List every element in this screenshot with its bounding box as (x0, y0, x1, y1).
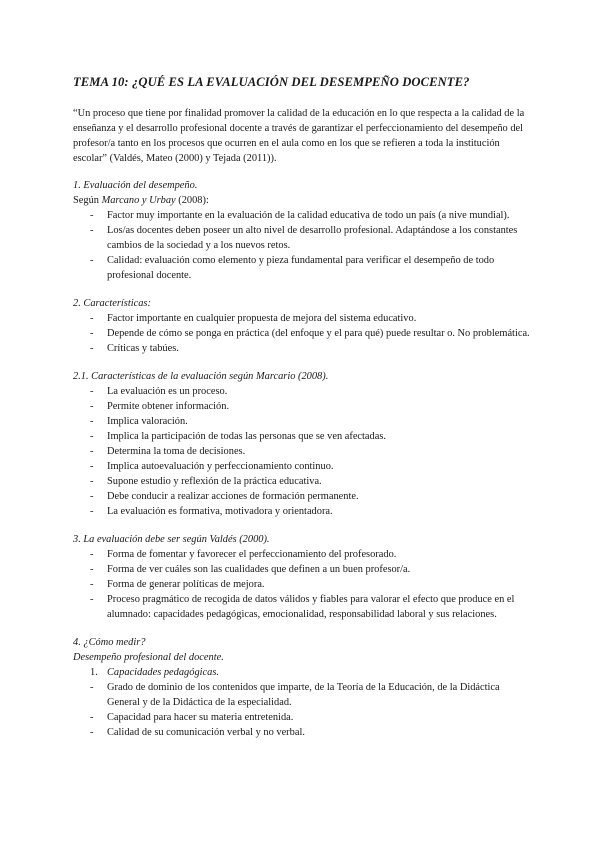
list-item: - Calidad de su comunicación verbal y no verbal. (107, 725, 532, 740)
section-evaluacion-valdes (73, 532, 532, 622)
list-item: - Debe conducir a realizar acciones de formación permanente. (107, 489, 532, 504)
list-item: - Forma de ver cuáles son las cualidades que definen a un buen profesor/a. (107, 562, 532, 577)
section-2-1-list (73, 384, 532, 519)
page-title: TEMA 10: ¿QUÉ ES LA EVALUACIÓN DEL DESEMPEÑO DOCENTE? (73, 75, 470, 89)
section-4-numbered-list (73, 665, 532, 680)
numbered-item-label: Capacidades pedagógicas. (107, 667, 219, 678)
section-2-heading: 2. Características: (73, 298, 151, 309)
section-caracteristicas (73, 296, 532, 356)
section-2-list (73, 311, 532, 356)
section-caracteristicas-marcario (73, 369, 532, 519)
section-1-source (73, 193, 532, 208)
source-prefix: Según (73, 195, 102, 206)
list-item: - La evaluación es formativa, motivadora y orientadora. (107, 504, 532, 519)
list-item: - Determina la toma de decisiones. (107, 444, 532, 459)
list-item: - Forma de generar políticas de mejora. (107, 577, 532, 592)
numbered-item (90, 665, 532, 680)
section-3-list (73, 547, 532, 622)
list-item: - Depende de cómo se ponga en práctica (del enfoque y el para qué) puede resultar o. No problemática. (107, 326, 532, 341)
list-item: - Calidad: evaluación como elemento y pieza fundamental para verificar el desempeño de todo profesional docente. (107, 253, 532, 283)
section-4-heading: 4. ¿Cómo medir? (73, 637, 146, 648)
source-authors: Marcano y Urbay (101, 195, 176, 206)
section-3-heading: 3. La evaluación debe ser según Valdés (2000). (73, 534, 270, 545)
list-item: - Capacidad para hacer su materia entretenida. (107, 710, 532, 725)
list-item: - Forma de fomentar y favorecer el perfeccionamiento del profesorado. (107, 547, 532, 562)
section-2-1-heading: 2.1. Características de la evaluación según Marcario (2008). (73, 371, 329, 382)
definition-quote: “Un proceso que tiene por finalidad promover la calidad de la educación en lo que respecta a la calidad de la enseñanza y el desarrollo profesional docente a través de garantizar el perfeccionamiento del desempeño del profesor/a tanto en los procesos que ocurren en el aula como en los que se refieren a toda la institución escolar” (Valdés, Mateo (2000) y Tejada (2011)). (73, 108, 525, 164)
section-evaluacion-desempeno (73, 178, 532, 283)
list-item: - Grado de dominio de los contenidos que imparte, de la Teoría de la Educación, de la Didáctica General y de la Didáctica de la especialidad. (107, 680, 532, 710)
section-4-list (73, 680, 532, 740)
list-item: - Los/as docentes deben poseer un alto nivel de desarrollo profesional. Adaptándose a los constantes cambios de la sociedad y a los nuevos retos. (107, 223, 532, 253)
list-item: - Factor muy importante en la evaluación de la calidad educativa de todo un país (a nive mundial). (107, 208, 532, 223)
source-suffix: (2008): (175, 195, 209, 206)
list-item: - Críticas y tabúes. (107, 341, 532, 356)
section-1-list (73, 208, 532, 283)
list-item: - Supone estudio y reflexión de la práctica educativa. (107, 474, 532, 489)
list-item: - La evaluación es un proceso. (107, 384, 532, 399)
item-number: 1. (90, 667, 98, 678)
list-item: - Implica autoevaluación y perfeccionamiento continuo. (107, 459, 532, 474)
list-item: - Factor importante en cualquier propuesta de mejora del sistema educativo. (107, 311, 532, 326)
section-4-subheading: Desempeño profesional del docente. (73, 652, 224, 663)
list-item: - Proceso pragmático de recogida de datos válidos y fiables para valorar el efecto que produce en el alumnado: capacidades pedagógicas, emocionalidad, responsabilidad laboral y sus relaciones. (107, 592, 532, 622)
list-item: - Implica la participación de todas las personas que se ven afectadas. (107, 429, 532, 444)
section-como-medir (73, 635, 532, 740)
list-item: - Permite obtener información. (107, 399, 532, 414)
list-item: - Implica valoración. (107, 414, 532, 429)
section-1-heading: 1. Evaluación del desempeño. (73, 180, 198, 191)
